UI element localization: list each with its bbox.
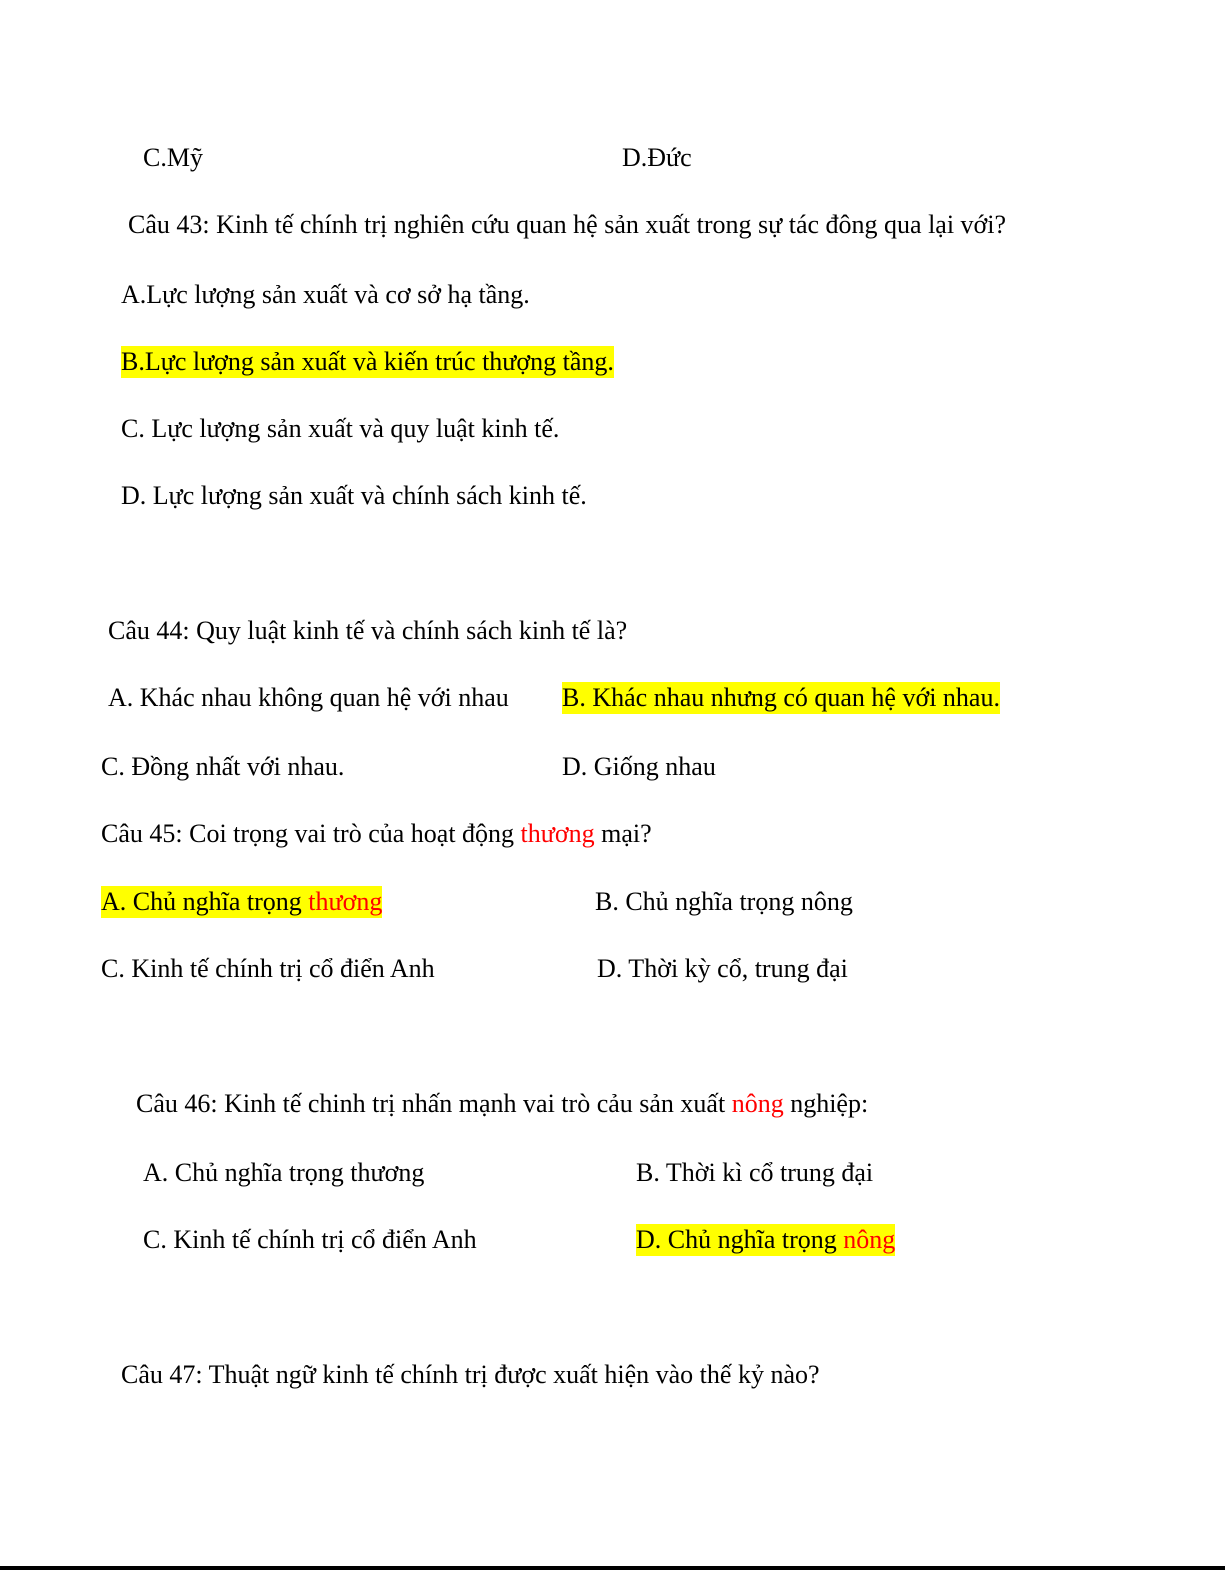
q45-option-d: D. Thời kỳ cổ, trung đại (597, 954, 848, 983)
q46-option-d-emphasis: nông (843, 1225, 896, 1254)
q45-question-text: Câu 45: Coi trọng vai trò của hoạt động (101, 819, 521, 848)
q45-question-emphasis: thương (520, 819, 595, 848)
q42-option-d: D.Đức (622, 143, 692, 172)
q47-question: Câu 47: Thuật ngữ kinh tế chính trị được xuất hiện vào thế kỷ nào? (121, 1360, 820, 1389)
q46-option-a: A. Chủ nghĩa trọng thương (143, 1158, 425, 1187)
q46-question-tail: nghiệp: (783, 1089, 869, 1118)
page-bottom-divider (0, 1566, 1225, 1570)
q45-option-c: C. Kinh tế chính trị cổ điển Anh (101, 954, 435, 983)
q45-question (101, 818, 652, 850)
q46-option-b: B. Thời kì cổ trung đại (636, 1158, 874, 1187)
q45-option-a-emphasis: thương (308, 887, 383, 916)
q43-question: Câu 43: Kinh tế chính trị nghiên cứu quan hệ sản xuất trong sự tác đông qua lại với? (128, 210, 1007, 239)
q43-option-b-answer: B.Lực lượng sản xuất và kiến trúc thượng tầng. (121, 347, 614, 376)
q45-question-tail: mại? (594, 819, 652, 848)
q46-question (136, 1088, 868, 1120)
q44-option-b-answer: B. Khác nhau nhưng có quan hệ với nhau. (562, 683, 1000, 712)
q44-option-d: D. Giống nhau (562, 752, 716, 781)
q46-option-d-text: D. Chủ nghĩa trọng (636, 1225, 844, 1254)
q42-option-c: C.Mỹ (143, 143, 203, 172)
q44-option-c: C. Đồng nhất với nhau. (101, 752, 345, 781)
q44-question: Câu 44: Quy luật kinh tế và chính sách kinh tế là? (108, 616, 628, 645)
q46-question-emphasis: nông (731, 1089, 784, 1118)
q43-option-a: A.Lực lượng sản xuất và cơ sở hạ tầng. (121, 280, 530, 309)
q43-option-d: D. Lực lượng sản xuất và chính sách kinh tế. (121, 481, 587, 510)
q46-option-d-answer (636, 1224, 895, 1256)
q45-option-a-text: A. Chủ nghĩa trọng (101, 887, 309, 916)
q45-option-a-answer (101, 886, 382, 918)
q46-question-text: Câu 46: Kinh tế chinh trị nhấn mạnh vai trò cảu sản xuất (136, 1089, 732, 1118)
q45-option-b: B. Chủ nghĩa trọng nông (595, 887, 853, 916)
q44-option-a: A. Khác nhau không quan hệ với nhau (108, 683, 509, 712)
q46-option-c: C. Kinh tế chính trị cổ điển Anh (143, 1225, 477, 1254)
q43-option-c: C. Lực lượng sản xuất và quy luật kinh tế. (121, 414, 560, 443)
